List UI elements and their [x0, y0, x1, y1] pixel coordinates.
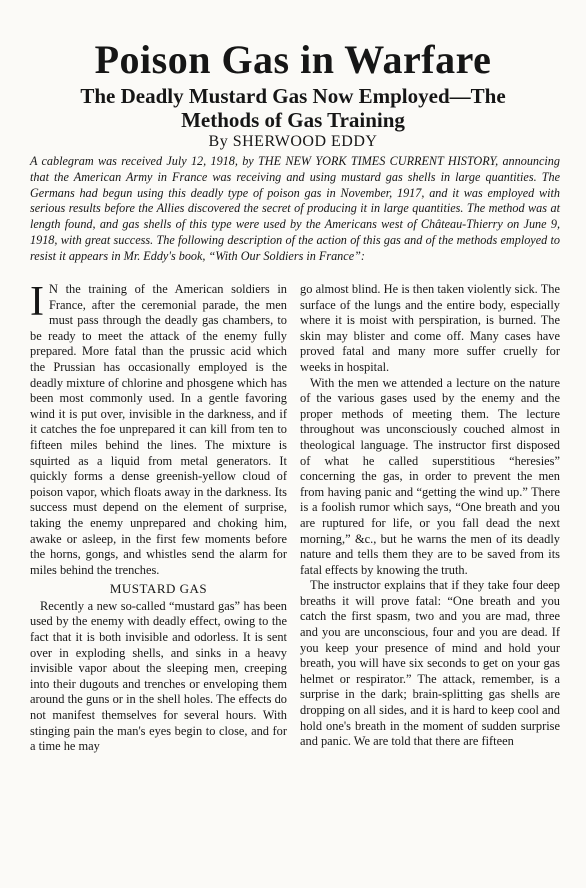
article-title: Poison Gas in Warfare	[94, 37, 492, 82]
section-heading: MUSTARD GAS	[109, 581, 208, 597]
paragraph-1	[30, 279, 287, 578]
paragraph-3: go almost blind. He is then taken violently sick. The surface of the lungs and the entire body, especially where it is moist with perspiration, is burned. The skin may blister and come off. Many cases have proved fatal and many more suffer cruelly for weeks in hospital.	[300, 282, 560, 374]
left-column	[30, 279, 287, 755]
paragraph-5: The instructor explains that if they take four deep breaths it will prove fatal: “One breath and you catch the first spasm, two and you are mad, three and you are unconscious, four and you are dead. If you keep your presence of mind and hold your breath, you will have six seconds to get on your gas helmet or respirator.” The attack, remember, is a surprise in the dark; brain-splitting gas shells are dropping on all sides, and it is hard to keep cool and hold one's breath in the moment of sudden surprise and panic. We are told that there are fifteen	[300, 578, 560, 749]
right-column	[300, 282, 560, 750]
editorial-intro: A cablegram was received July 12, 1918, by THE NEW YORK TIMES CURRENT HISTORY, announcing that the American Army in France was receiving and using mustard gas shells in large quantities. The Germans had begun using this deadly type of poison gas in November, 1917, and it was employed with serious results before the Allies discovered the secret of producing it in large quantities. The method was at length found, and gas shells of this type were used by the Americans west of Château-Thierry on June 9, 1918, with great success. The following description of the action of this gas and of the methods employed to resist it appears in Mr. Eddy's book, “With Our Soldiers in France”:	[30, 154, 560, 263]
paragraph-2: Recently a new so-called “mustard gas” has been used by the enemy with deadly effect, owing to the fact that it is both invisible and odorless. It is sent over in exploding shells, and sinks in a heavy invisible vapor about the sleeping men, creeping into their dugouts and trenches or enveloping them around the guns or in the shell holes. The effects do not manifest themselves for several hours. With stinging pain the man's eyes begin to close, and for a time he may	[30, 598, 287, 754]
paragraph-4: With the men we attended a lecture on the nature of the various gases used by the enemy and the proper methods of meeting them. The lecture throughout was unconsciously couched almost in theological language. The instructor first disposed of what he called superstitious “heresies” concerning the gas, in order to prevent the men from having panic and “getting the wind up.” There is a foolish rumor which says, “One breath and you are ruptured for life, or you fall dead the next morning,” &c., but he warns the men of its deadly nature and tells them they are to be saved from its fatal effects by knowing the truth.	[300, 375, 560, 577]
paragraph-1-text: N the training of the American soldiers in France, after the ceremonial parade, the men must pass through the deadly gas chambers, to be ready to meet the attack of the enemy fully prepared. More fatal than the prussic acid which the Prussian has occasionally employed is the deadly mixture of chlorine and phosgene which has been most commonly used. In a gentle favoring wind it is put over, invisible in the darkness, and if it catches the foe unprepared it can kill from ten to fifteen miles behind the lines. The mixture is squirted as a liquid from metal generators. It quickly forms a dense greenish-yellow cloud of poison vapor, which floats away in the darkness. Its success must depend on the element of surprise, taking the enemy unprepared and choking him, awake or asleep, in the first few moments before the horns, gongs, and whistles send the alarm for miles behind the trenches.	[30, 282, 287, 577]
article-byline: By SHERWOOD EDDY	[208, 133, 378, 150]
article-subtitle: The Deadly Mustard Gas Now Employed—The Methods of Gas Training	[80, 84, 506, 132]
drop-cap: I	[30, 279, 44, 325]
